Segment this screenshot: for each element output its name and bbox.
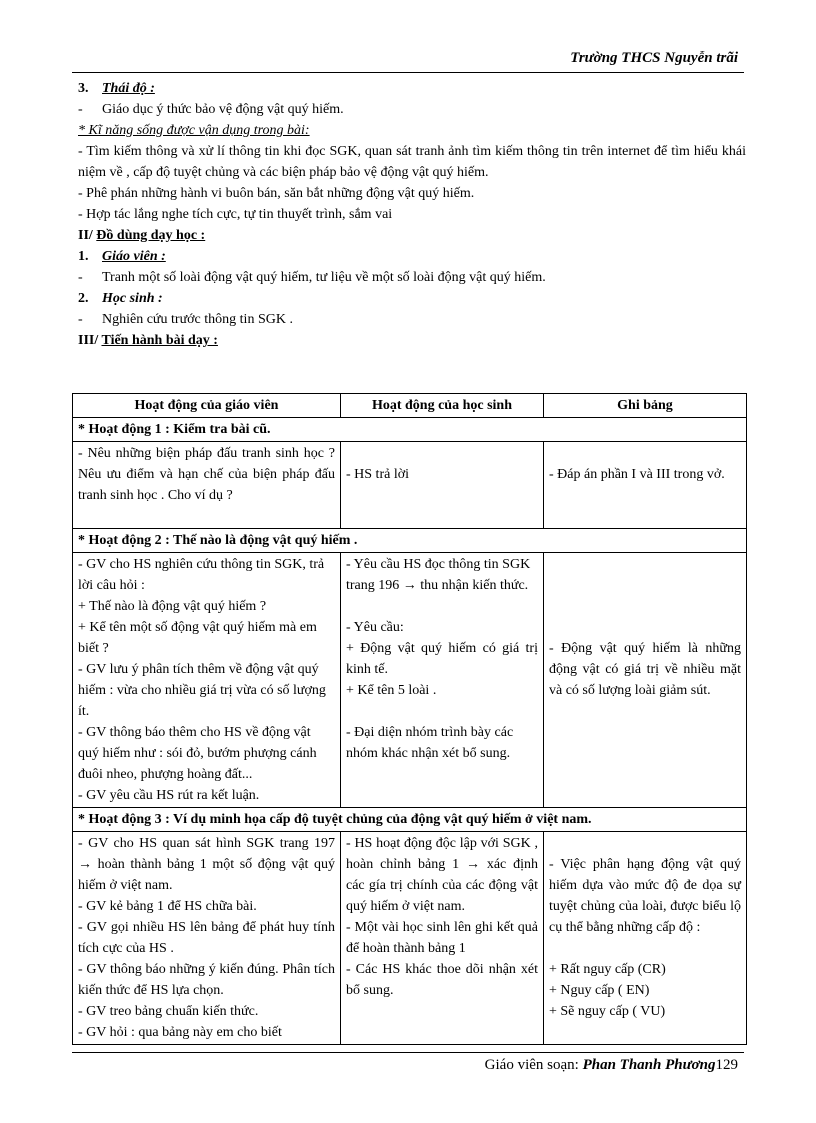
activity-1-title-row <box>73 418 747 442</box>
teacher-heading <box>78 246 746 267</box>
activity-2-student-line: - Đại diện nhóm trình bày các nhóm khác nhận xét bổ sung. <box>346 725 514 761</box>
section-2-heading <box>78 225 746 246</box>
activity-2-board-text: - Động vật quý hiếm là những động vật có giá trị về nhiều mặt và có số lượng loài giảm sút. <box>549 641 741 698</box>
header-rule <box>72 72 744 73</box>
col-header-teacher: Hoạt động của giáo viên <box>73 394 341 418</box>
activity-2-student-line: - Yêu cầu HS đọc thông tin SGK trang 196 → thu nhận kiến thức. <box>346 557 531 593</box>
activity-3-student <box>341 832 544 1045</box>
activity-3-board-line: + Nguy cấp ( EN) <box>549 983 650 998</box>
student-text: Nghiên cứu trước thông tin SGK . <box>102 312 293 327</box>
activity-2-teacher-line: - GV lưu ý phân tích thêm về động vật quý hiếm : vừa cho nhiều giá trị vừa có số lượng ít. <box>78 662 326 719</box>
activity-3-board <box>544 832 747 1045</box>
attitude-item: - Giáo dục ý thức bảo vệ động vật quý hiếm. <box>78 102 344 117</box>
activity-2-teacher-line: + Kể tên một số động vật quý hiếm mà em biết ? <box>78 620 317 656</box>
section-2-prefix: II/ <box>78 228 93 243</box>
activity-1-student-text: - HS trả lời <box>346 467 410 482</box>
activity-2-row <box>73 553 747 808</box>
teacher-item: - Tranh một số loài động vật quý hiếm, tư liệu về một số loài động vật quý hiếm. <box>78 270 546 285</box>
activity-3-teacher <box>73 832 341 1045</box>
activity-1-board-text: - Đáp án phần I và III trong vở. <box>549 467 725 482</box>
student-number: 2. <box>78 291 89 306</box>
section-3-title: Tiến hành bài dạy : <box>101 333 218 348</box>
attitude-heading <box>78 78 746 99</box>
activity-3-teacher-line: - GV cho HS quan sát hình SGK trang 197 → hoàn thành bảng 1 một số động vật quý hiếm ở việt nam. <box>78 836 335 893</box>
activity-2-student-line: - Yêu cầu: <box>346 620 404 635</box>
activity-2-teacher-line: + Thế nào là động vật quý hiếm ? <box>78 599 267 614</box>
section-3-heading <box>78 330 746 351</box>
activity-3-teacher-line: - GV gọi nhiều HS lên bảng để phát huy tính tích cực của HS . <box>78 920 335 956</box>
teacher-text: Tranh một số loài động vật quý hiếm, tư liệu về một số loài động vật quý hiếm. <box>102 270 546 285</box>
col-header-board: Ghi bảng <box>544 394 747 418</box>
activity-3-student-line: - Một vài học sinh lên ghi kết quả để hoàn thành bảng 1 <box>346 920 538 956</box>
table-header-row <box>73 394 747 418</box>
activity-1-board <box>544 442 747 529</box>
activity-3-teacher-line: - GV hỏi : qua bảng này em cho biết <box>78 1025 282 1040</box>
activity-3-board-line: + Rất nguy cấp (CR) <box>549 962 666 977</box>
activity-1-teacher: - Nêu những biện pháp đấu tranh sinh học ? Nêu ưu điểm và hạn chế của biện pháp đấu tranh sinh học . Cho ví dụ ? <box>73 442 341 529</box>
teacher-number: 1. <box>78 249 89 264</box>
activity-2-student-line: + Động vật quý hiếm có giá trị kinh tế. <box>346 641 538 677</box>
activity-2-title: * Hoạt động 2 : Thế nào là động vật quý hiếm . <box>73 529 747 553</box>
attitude-text: Giáo dục ý thức bảo vệ động vật quý hiếm. <box>102 102 344 117</box>
activity-3-teacher-line: - GV kẻ bảng 1 để HS chữa bài. <box>78 899 257 914</box>
activity-2-teacher-line: - GV thông báo thêm cho HS về động vật quý hiếm như : sói đỏ, bướm phượng cánh đuôi nheo, phượng hoàng đất... <box>78 725 317 782</box>
activity-3-title-row <box>73 808 747 832</box>
section-2-title: Đồ dùng dạy học : <box>96 228 206 243</box>
school-header: Trường THCS Nguyễn trãi <box>570 50 738 66</box>
activity-2-teacher-line: - GV yêu cầu HS rút ra kết luận. <box>78 788 260 803</box>
activity-2-teacher <box>73 553 341 808</box>
student-heading <box>78 288 746 309</box>
activity-2-student <box>341 553 544 808</box>
activity-2-board <box>544 553 747 808</box>
skills-line-2: - Phê phán những hành vi buôn bán, săn bắt những động vật quý hiếm. <box>78 186 475 201</box>
col-header-student: Hoạt động của học sinh <box>341 394 544 418</box>
activity-1-student <box>341 442 544 529</box>
activity-1-row <box>73 442 747 529</box>
activity-3-student-line: - Các HS khác thoe dõi nhận xét bổ sung. <box>346 962 538 998</box>
activity-2-teacher-line: - GV cho HS nghiên cứu thông tin SGK, trả lời câu hỏi : <box>78 557 325 593</box>
activity-2-title-row <box>73 529 747 553</box>
skills-title: * Kĩ năng sống được vận dụng trong bài: <box>78 123 310 138</box>
lesson-activity-table <box>72 393 747 1045</box>
activity-3-title: * Hoạt động 3 : Ví dụ minh họa cấp độ tuyệt chủng của động vật quý hiếm ở việt nam. <box>73 808 747 832</box>
footer-label: Giáo viên soạn: <box>484 1057 579 1073</box>
skills-line-1: - Tìm kiếm thông và xử lí thông tin khi đọc SGK, quan sát tranh ảnh tìm kiếm thông tin trên internet để tìm hiểu khái niệm về , cấp độ tuyệt chủng và các biện pháp bảo vệ động vật quý hiếm. <box>78 144 746 180</box>
student-title: Học sinh : <box>102 291 163 306</box>
activity-3-teacher-line: - GV treo bảng chuẩn kiến thức. <box>78 1004 259 1019</box>
student-item: - Nghiên cứu trước thông tin SGK . <box>78 312 293 327</box>
page-footer <box>485 1057 738 1074</box>
attitude-title: Thái độ : <box>102 81 155 96</box>
activity-3-board-line: + Sẽ nguy cấp ( VU) <box>549 1004 666 1019</box>
activity-1-title: * Hoạt động 1 : Kiểm tra bài cũ. <box>73 418 747 442</box>
activity-3-teacher-line: - GV thông báo những ý kiến đúng. Phân tích kiến thức để HS lựa chọn. <box>78 962 335 998</box>
skills-line-3: - Hợp tác lắng nghe tích cực, tự tin thuyết trình, sắm vai <box>78 207 393 222</box>
teacher-name: Phan Thanh Phương <box>582 1057 716 1073</box>
footer-rule <box>72 1052 744 1053</box>
attitude-number: 3. <box>78 81 89 96</box>
lesson-intro <box>78 78 746 351</box>
activity-3-student-line: - HS hoạt động độc lập với SGK , hoàn chỉnh bảng 1 → xác định các gía trị chính của các động vật quý hiếm ở việt nam. <box>346 836 538 914</box>
activity-2-student-line: + Kể tên 5 loài . <box>346 683 437 698</box>
activity-3-board-line: - Việc phân hạng động vật quý hiếm dựa vào mức độ đe dọa sự tuyệt chủng của loài, được biểu lộ cụ thể bằng những cấp độ : <box>549 857 741 935</box>
teacher-title: Giáo viên : <box>102 249 166 264</box>
page-number: 129 <box>715 1057 738 1073</box>
activity-3-row <box>73 832 747 1045</box>
section-3-prefix: III/ <box>78 333 99 348</box>
